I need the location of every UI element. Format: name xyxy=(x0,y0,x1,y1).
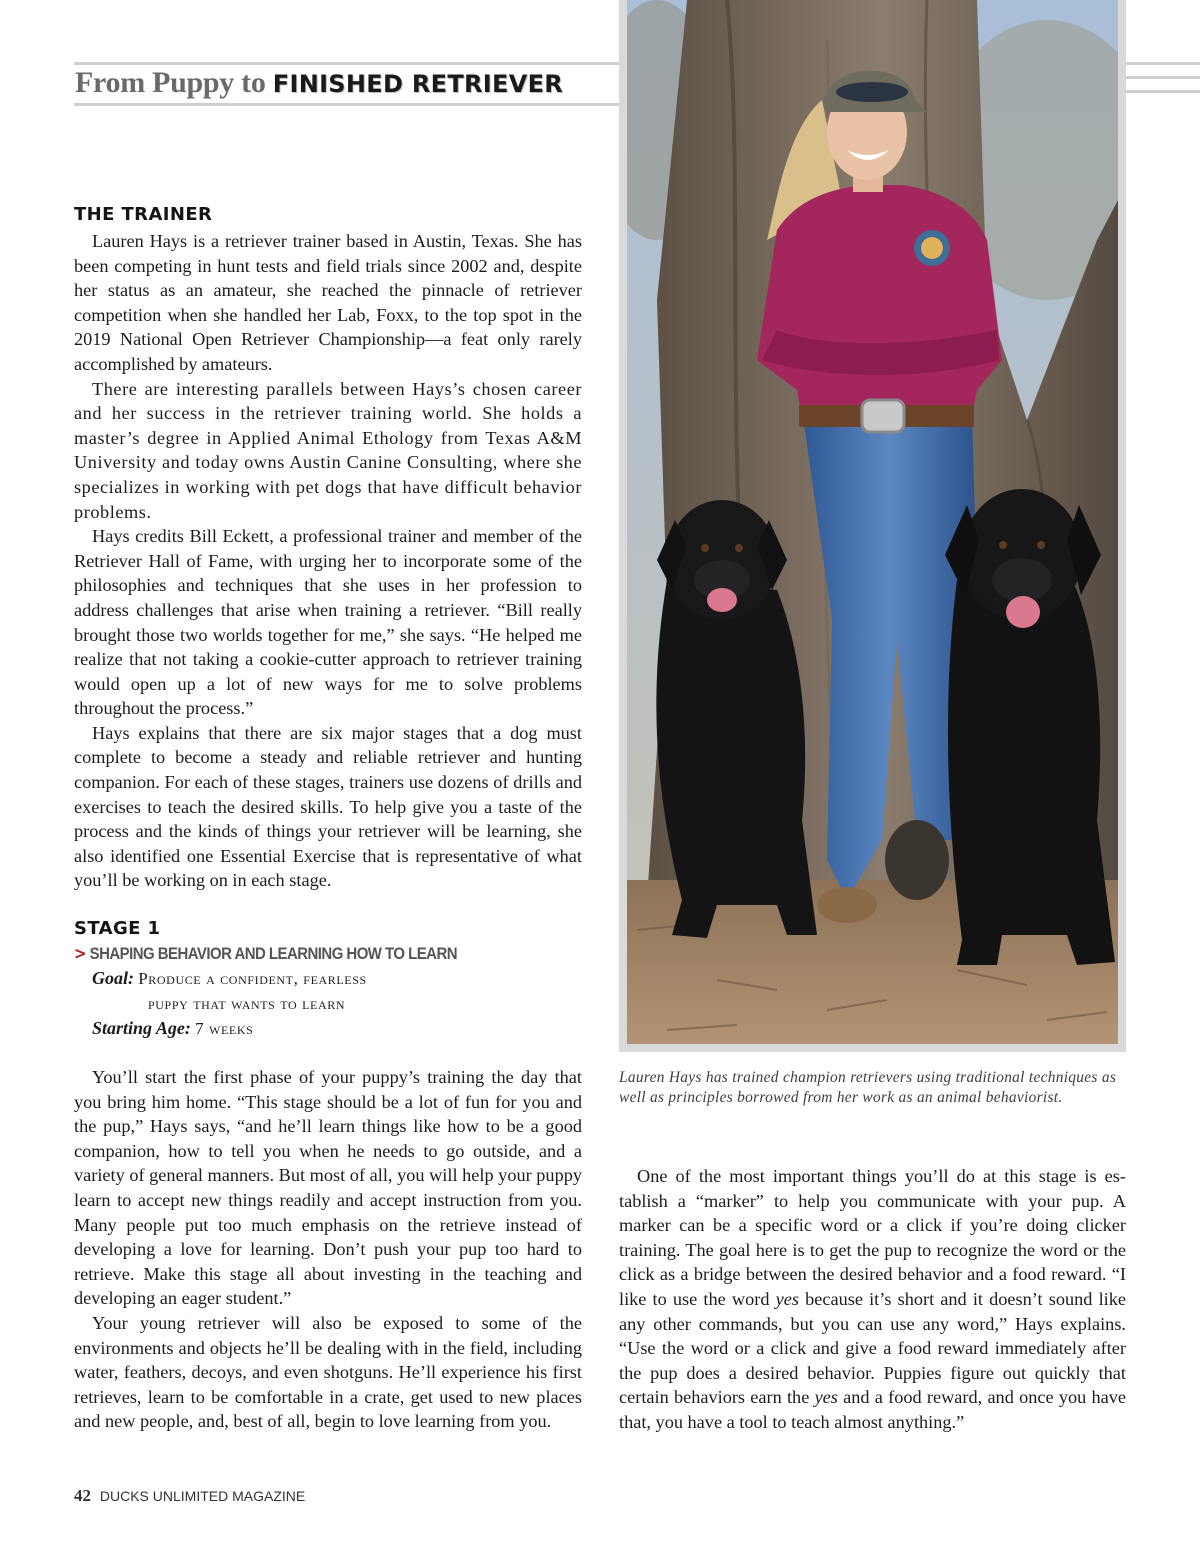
publication-name: DUCKS UNLIMITED MAGAZINE xyxy=(99,1488,306,1504)
marker-yes-1: yes xyxy=(775,1288,799,1309)
page-footer xyxy=(74,1486,305,1506)
photo-frame xyxy=(619,0,1126,1052)
stage-1-header xyxy=(74,918,582,1041)
marker-text-c: and a food reward, and once you have that, you have a tool to teach almost anything.” xyxy=(619,1387,1126,1432)
goal-label: Goal: xyxy=(92,968,134,988)
photo-caption: Lauren Hays has trained champion retrievers using traditional techniques as well as principles borrowed from her work as an animal behaviorist. xyxy=(619,1069,1117,1106)
stage-age xyxy=(74,1016,582,1041)
marker-text-b: because it’s short and it doesn’t sound like any other commands, but you can use any word,” Hays explains. “Use the word or a click and give a food reward immediately after the pup does a desired behavior. Puppies figure out quickly that certain behaviors earn the xyxy=(619,1288,1126,1408)
trainer-paragraph-3: Hays credits Bill Eckett, a professional trainer and member of the Retriever Hall of Fame, with urging her to incorporate some of the philosophies and techniques that she uses in her profession to address challenges that arise when training a retriever. “Bill really brought those two worlds together for me,” she says. “He helped me realize that not taking a cookie-cutter approach to retriever training would open up a lot of new ways for me to solve problems throughout the process.” xyxy=(74,526,582,719)
page-title xyxy=(75,66,563,100)
goal-line-1: Produce a confident, fearless xyxy=(138,969,367,988)
chevron-right-icon: > xyxy=(74,944,87,964)
stage-paragraph-2: Your young retriever will also be exposed to some of the environments and objects he’ll be dealing with in the field, including water, feathers, decoys, and even shotguns. He’ll experience his first retrieves, learn to be comfortable in a crate, get used to new places and new people, and, best of all, begin to love learning from you. xyxy=(74,1312,582,1432)
trainer-paragraph-1: Lauren Hays is a retriever trainer based in Austin, Texas. She has been competing in hunt tests and field trials since 2002 and, despite her status as an amateur, she reached the pinnacle of retriever competition when she handled her Lab, Foxx, to the top spot in the 2019 National Open Retriever Championship—a feat only rarely accomplished by amateurs. xyxy=(74,231,582,374)
header-rule-left-bottom xyxy=(74,103,619,106)
marker-paragraph xyxy=(619,1164,1126,1435)
trainer-paragraph-2: There are interesting parallels between Hays’s chosen career and her success in the retriever training world. She holds a master’s degree in Applied Animal Ethology from Texas A&M University and today owns Austin Canine Consulting, where she specializes in working with pet dogs that have difficult behavior problems. xyxy=(74,378,582,522)
header-rule-right-bottom xyxy=(1126,90,1200,93)
trainer-photo xyxy=(627,0,1118,1044)
right-column xyxy=(619,1164,1126,1435)
trainer-with-dogs-illustration xyxy=(627,0,1118,1044)
stage-subtitle xyxy=(74,942,521,966)
age-label: Starting Age: xyxy=(92,1018,191,1038)
trainer-heading: THE TRAINER xyxy=(74,204,213,225)
stage-paragraph-1: You’ll start the first phase of your puppy’s training the day that you bring him home. “This stage should be a lot of fun for you and the pup,” Hays says, “and he’ll learn things like how to be a good companion, how to tell you when he needs to go outside, and a variety of general manners. But most of all, you will help your puppy learn to accept new things readily and accept instruction from you. Many people put too much emphasis on the retrieve instead of developing a love for learning. Don’t push your pup too hard to retrieve. Make this stage all about investing in the teaching and developing an eager student.” xyxy=(74,1067,582,1309)
stage-1-body xyxy=(74,1065,582,1434)
page-number: 42 xyxy=(74,1486,91,1505)
stage-goal xyxy=(74,966,582,991)
marker-yes-2: yes xyxy=(814,1387,838,1408)
header-rule-right-mid xyxy=(1126,76,1200,79)
stage-subtitle-text: SHAPING BEHAVIOR AND LEARNING HOW TO LEARN xyxy=(89,944,458,963)
trainer-paragraph-4: Hays explains that there are six major stages that a dog must complete to become a steady and reliable retriever and hunting companion. For each of these stages, trainers use dozens of drills and exercises to teach the desired skills. To help give you a taste of the process and the kinds of things your retriever will be learning, she also identified one Essential Exercise that is representative of what you’ll be working on in each stage. xyxy=(74,722,582,891)
stage-heading: STAGE 1 xyxy=(74,918,161,939)
age-value: 7 weeks xyxy=(195,1019,254,1038)
title-lead: From Puppy to xyxy=(75,66,266,99)
trainer-section xyxy=(74,204,582,893)
header-rule-right-top xyxy=(1126,62,1200,65)
header-rule-left-top xyxy=(74,62,619,65)
goal-line-2: puppy that wants to learn xyxy=(148,994,346,1013)
marker-text-a: One of the most important things you’ll do at this stage is establish a “marker” to help you communicate with your pup. A marker can be a specific word or a click if you’re doing clicker training. The goal here is to get the pup to recognize the word or the click as a bridge between the desired behavior and a food reward. “I like to use the word xyxy=(619,1166,1126,1309)
stage-goal-continued xyxy=(74,991,582,1016)
title-accent: FINISHED RETRIEVER xyxy=(272,70,564,98)
